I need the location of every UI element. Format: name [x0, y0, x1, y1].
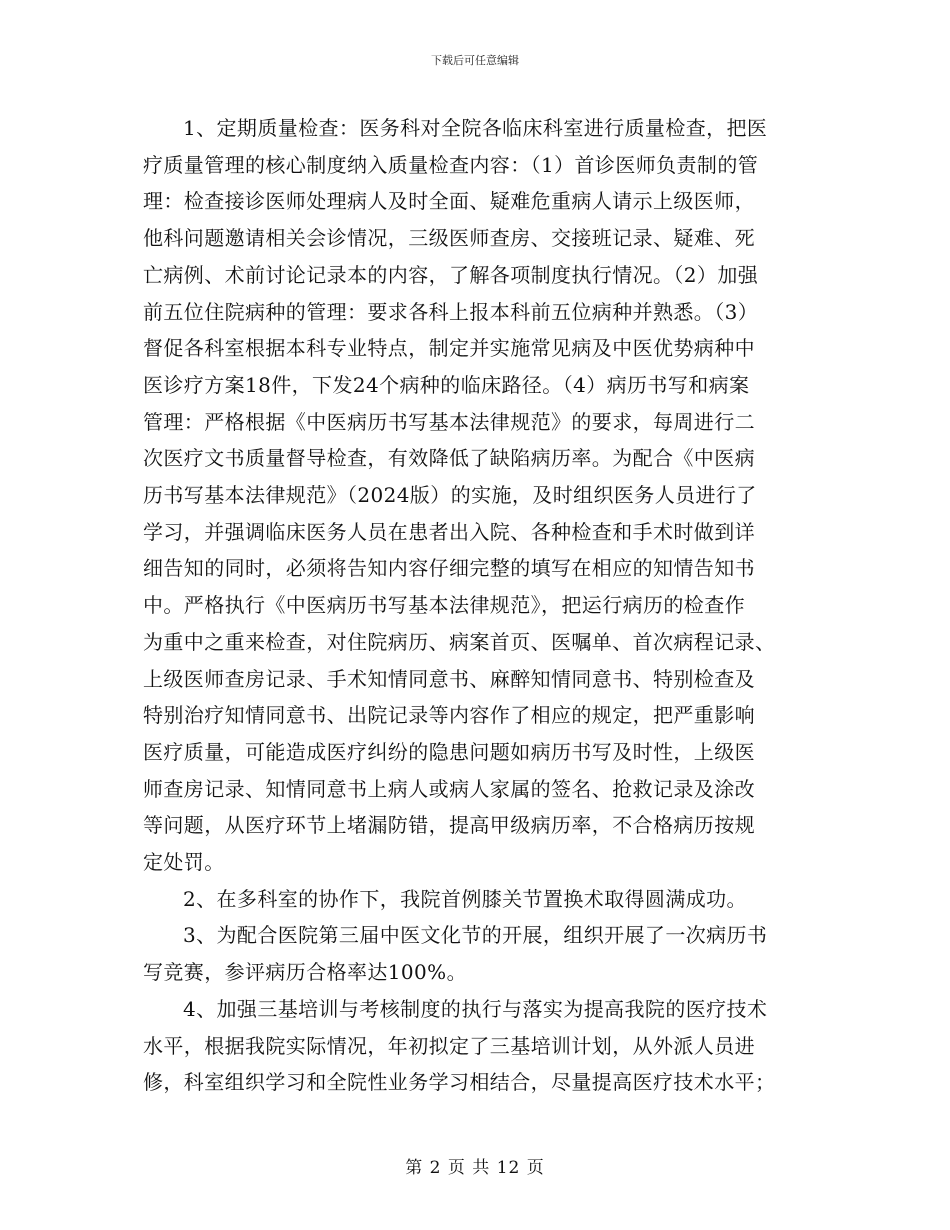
text-line: 医疗质量，可能造成医疗纠纷的隐患问题如病历书写及时性，上级医 [143, 739, 755, 764]
paragraph-1 [143, 110, 811, 881]
text-line: 师查房记录、知情同意书上病人或病人家属的签名、抢救记录及涂改 [143, 776, 755, 801]
text-line: 历书写基本法律规范》（2024版）的实施，及时组织医务人员进行了 [143, 483, 757, 508]
text-line: 他科问题邀请相关会诊情况，三级医师查房、交接班记录、疑难、死 [143, 226, 755, 251]
text-line: 水平，根据我院实际情况，年初拟定了三基培训计划，从外派人员进 [143, 1033, 755, 1058]
text-line: 次医疗文书质量督导检查，有效降低了缺陷病历率。为配合《中医病 [143, 446, 755, 471]
text-line: 4、加强三基培训与考核制度的执行与落实为提高我院的医疗技术 [183, 996, 768, 1021]
document-body [143, 110, 811, 1101]
text-line: 前五位住院病种的管理：要求各科上报本科前五位病种并熟悉。（3） [143, 299, 759, 324]
text-line: 亡病例、术前讨论记录本的内容，了解各项制度执行情况。（2）加强 [143, 262, 759, 287]
text-line: 1、定期质量检查：医务科对全院各临床科室进行质量检查，把医 [183, 116, 768, 140]
text-line: 疗质量管理的核心制度纳入质量检查内容：（1）首诊医师负责制的管 [143, 152, 759, 177]
page-number-footer: 第 2 页 共 12 页 [405, 1158, 545, 1178]
paragraph-4 [143, 991, 811, 1101]
paragraph-2 [143, 881, 811, 918]
text-line: 修，科室组织学习和全院性业务学习相结合，尽量提高医疗技术水平； [143, 1070, 776, 1095]
text-line: 督促各科室根据本科专业特点，制定并实施常见病及中医优势病种中 [143, 336, 755, 361]
paragraph-3 [143, 917, 811, 990]
text-line: 上级医师查房记录、手术知情同意书、麻醉知情同意书、特别检查及 [143, 666, 755, 691]
text-line: 医诊疗方案18件，下发24个病种的临床路径。（4）病历书写和病案 [143, 372, 750, 397]
text-line: 写竞赛，参评病历合格率达100%。 [143, 960, 467, 985]
text-line: 特别治疗知情同意书、出院记录等内容作了相应的规定，把严重影响 [143, 703, 755, 728]
text-line: 细告知的同时，必须将告知内容仔细完整的填写在相应的知情告知书 [143, 556, 755, 581]
text-line: 管理：严格根据《中医病历书写基本法律规范》的要求，每周进行二 [143, 409, 755, 434]
text-line: 理：检查接诊医师处理病人及时全面、疑难危重病人请示上级医师， [143, 189, 755, 214]
text-line: 定处罚。 [143, 850, 225, 875]
text-line: 等问题，从医疗环节上堵漏防错，提高甲级病历率，不合格病历按规 [143, 813, 755, 838]
text-line: 学习，并强调临床医务人员在患者出入院、各种检查和手术时做到详 [143, 519, 755, 544]
text-line: 2、在多科室的协作下，我院首例膝关节置换术取得圆满成功。 [183, 886, 747, 911]
text-line: 为重中之重来检查，对住院病历、病案首页、医嘱单、首次病程记录、 [143, 629, 776, 654]
text-line: 3、为配合医院第三届中医文化节的开展，组织开展了一次病历书 [183, 923, 768, 948]
text-line: 中。严格执行《中医病历书写基本法律规范》，把运行病历的检查作 [143, 593, 745, 618]
page-header: 下载后可任意编辑 [431, 54, 519, 67]
